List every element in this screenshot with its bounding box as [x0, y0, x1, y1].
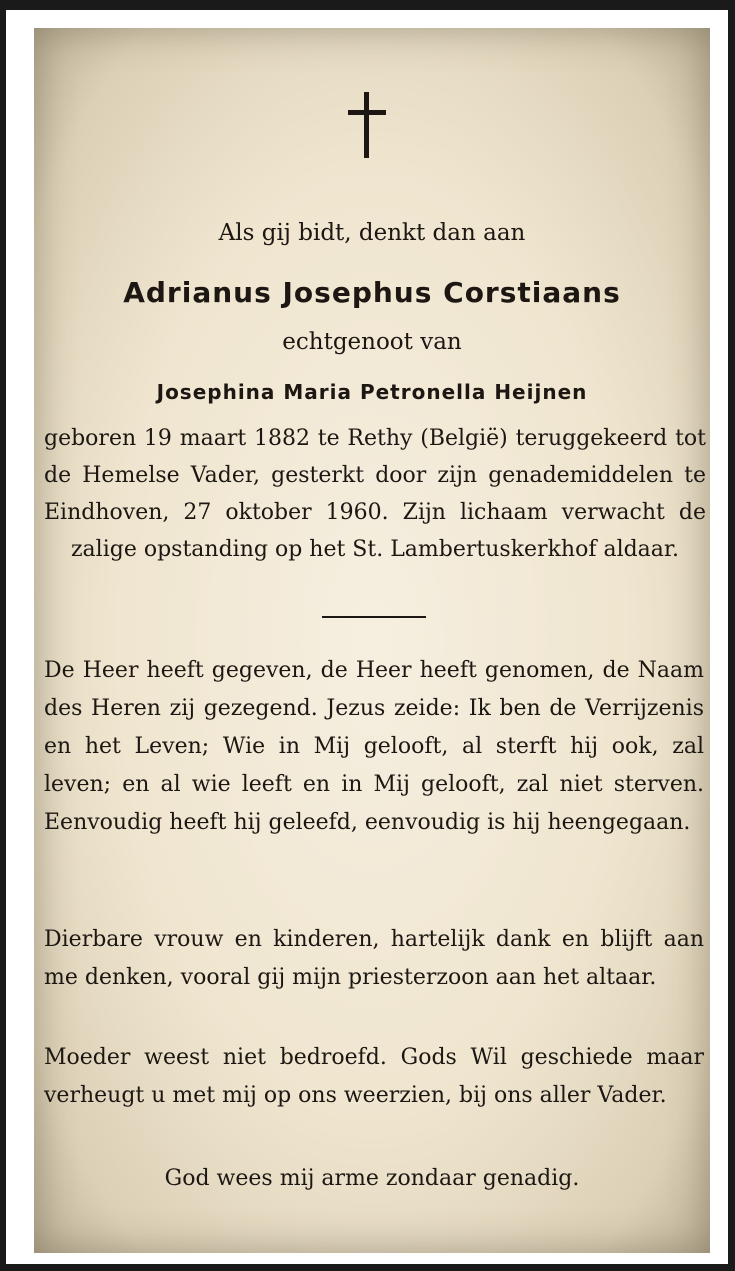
- mother-message: Moeder weest niet bedroefd. Gods Wil geschiede maar verheugt u met mij op ons weerzien, bij ons aller Vader.: [44, 1045, 704, 1108]
- family-message: Dierbare vrouw en kinderen, hartelijk dank en blijft aan me denken, vooral gij mijn priesterzoon aan het altaar.: [44, 927, 704, 990]
- biography-text: geboren 19 maart 1882 te Rethy (België) teruggekeerd tot de Hemelse Vader, gesterkt door zijn genademiddelen te Eindhoven, 27 oktober 1960. Zijn lichaam verwacht de zalige opstanding op het St. Lambertuskerkhof aldaar.: [44, 426, 706, 562]
- cross-icon: [348, 92, 386, 158]
- deceased-name: Adrianus Josephus Corstiaans: [123, 276, 621, 309]
- spouse-label: echtgenoot van: [282, 329, 462, 355]
- spouse-name: Josephina Maria Petronella Heijnen: [156, 380, 588, 404]
- intro-text: Als gij bidt, denkt dan aan: [218, 220, 526, 246]
- divider-line: [322, 616, 426, 618]
- card-frame: [6, 10, 728, 1264]
- memorial-card: [34, 28, 710, 1253]
- verses-text: De Heer heeft gegeven, de Heer heeft genomen, de Naam des Heren zij gezegend. Jezus zeide: Ik ben de Verrijzenis en het Leven; Wie in Mij gelooft, al sterft hij ook, zal leven; en al wie leeft en in Mij gelooft, zal niet sterven. Eenvoudig heeft hij geleefd, eenvoudig is hij heengegaan.: [44, 658, 704, 835]
- closing-prayer: God wees mij arme zondaar genadig.: [164, 1166, 580, 1191]
